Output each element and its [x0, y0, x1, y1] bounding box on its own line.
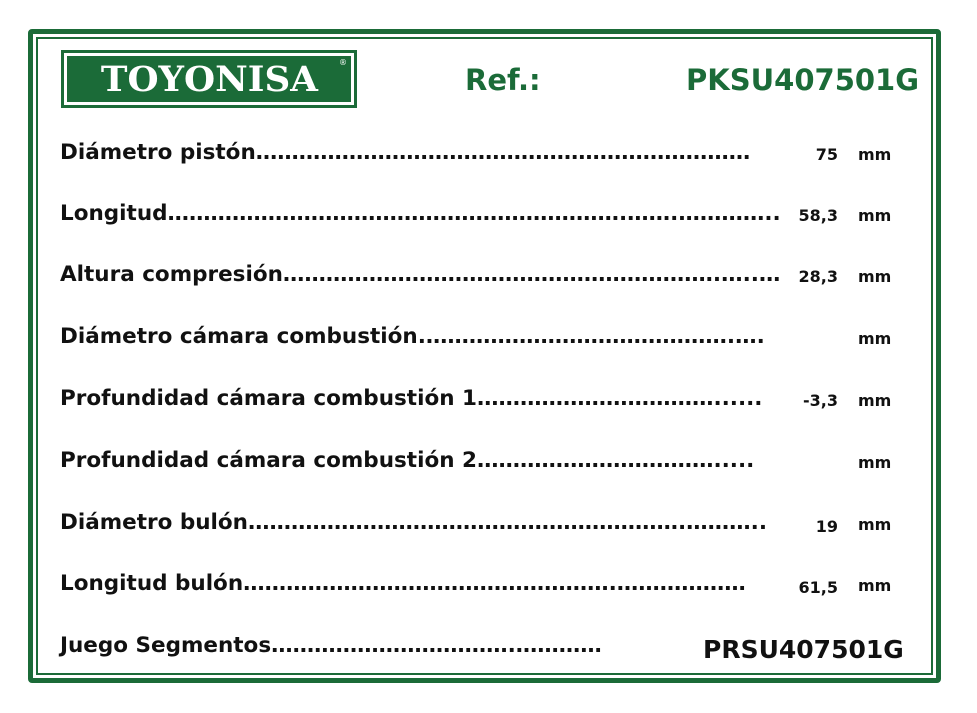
spec-label: Diámetro cámara combustión.…………………………………….…. [60, 324, 765, 349]
spec-label: Diámetro bulón…………………………………………………….……….. [60, 510, 767, 535]
spec-row-chamber-depth-2 [60, 446, 910, 476]
spec-row-piston-diameter [60, 138, 910, 168]
spec-value: 75 [815, 145, 838, 164]
spec-label: Profundidad cámara combustión 1……………………………...... [60, 386, 763, 411]
spec-value: 58,3 [798, 206, 838, 225]
spec-value: -3,3 [803, 391, 838, 410]
spec-label: Longitud bulón…………………………………………….……………… [60, 571, 746, 596]
brand-logo [61, 50, 357, 108]
reference-value: PKSU407501G [686, 63, 920, 97]
registered-mark: ® [339, 58, 347, 67]
spec-value: 28,3 [798, 267, 838, 286]
spec-row-compression-height [60, 260, 910, 290]
logo-text: TOYONISA [100, 58, 318, 100]
spec-label: Diámetro pistón…………………………………………………………… [60, 140, 751, 165]
logo-background [67, 56, 351, 102]
segments-value: PRSU407501G [703, 635, 904, 664]
spec-unit: mm [858, 206, 892, 225]
reference-label: Ref.: [465, 63, 541, 97]
spec-unit: mm [858, 453, 892, 472]
spec-row-chamber-diameter [60, 322, 910, 352]
spec-unit: mm [858, 515, 892, 534]
spec-label: Altura compresión…………………………………………………….…..… [60, 262, 781, 287]
spec-unit: mm [858, 391, 892, 410]
spec-row-chamber-depth-1 [60, 384, 910, 414]
spec-row-pin-diameter [60, 508, 910, 538]
spec-value: 61,5 [798, 578, 838, 597]
spec-unit: mm [858, 145, 892, 164]
spec-label: Profundidad cámara combustión 2……………………………..... [60, 448, 755, 473]
spec-label: Longitud……………………………………………………….…….………….. [60, 201, 781, 226]
spec-value: 19 [815, 517, 838, 536]
spec-unit: mm [858, 267, 892, 286]
spec-row-pin-length [60, 569, 910, 599]
spec-unit: mm [858, 329, 892, 348]
spec-unit: mm [858, 576, 892, 595]
spec-row-length [60, 199, 910, 229]
segments-label: Juego Segmentos…………………………….………… [60, 633, 602, 658]
